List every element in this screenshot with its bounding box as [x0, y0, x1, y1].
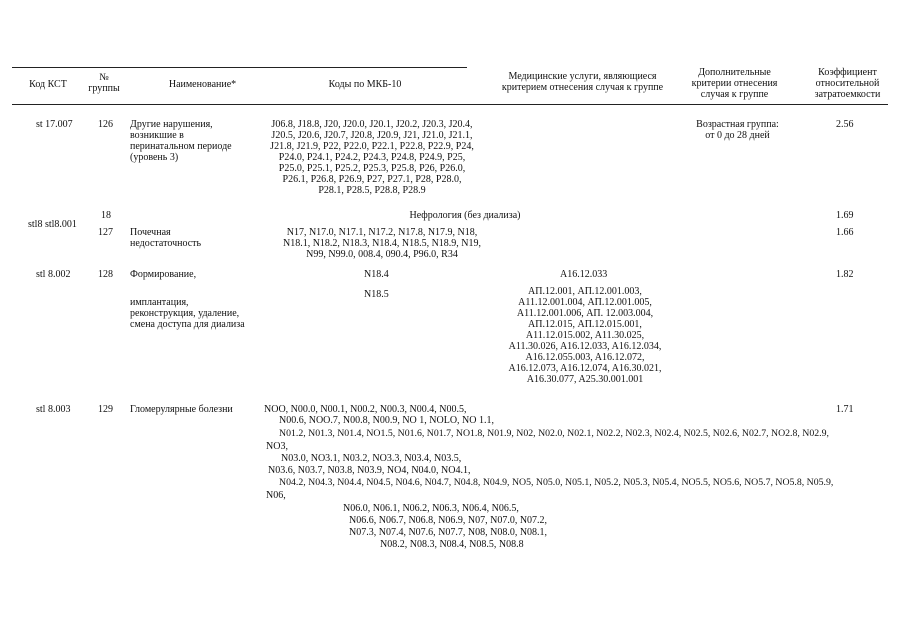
- row-129-icd-line: N03.6, N03.7, N03.8, N03.9, NO4, N04.0, NO4.1,: [268, 465, 471, 476]
- row-127-num: 127: [98, 227, 113, 238]
- row-127-coef: 1.66: [836, 227, 854, 238]
- row-127-icd: [262, 227, 502, 260]
- row-126-extra: [685, 119, 790, 141]
- header-col-services: Медицинские услуги, являющиеся критерием отнесения случая к группе: [501, 71, 664, 93]
- icd-line: N17, N17.0, N17.1, N17.2, N17.8, N17.9, N18,: [286, 227, 478, 238]
- header-col-extra: Дополнительные критерии отнесения случая к группе: [691, 67, 778, 100]
- svc-line: A11.12.001.004, АП.12.001.005,: [518, 297, 652, 308]
- header-col-coef: Коэффициент относительной затратоемкости: [814, 67, 881, 100]
- svc-line: A16.30.077, A25.30.001.001: [526, 374, 644, 385]
- icd-line: J06.8, J18.8, J20, J20.0, J20.1, J20.2, J20.3, J20.4,: [271, 119, 473, 130]
- row-129-icd-line: NO3,: [266, 441, 288, 452]
- name-line: недостаточность: [130, 238, 202, 249]
- icd-line: N18.1, N18.2, N18.3, N18.4, N18.5, N18.9, N19,: [282, 238, 482, 249]
- name-line: реконструкция, удаление,: [130, 308, 240, 319]
- row-129-icd-line: N07.3, N07.4, N07.6, N07.7, N08, N08.0, N08.1,: [349, 527, 548, 538]
- row-129-icd-line: N01.2, N01.3, N01.4, NO1.5, N01.6, N01.7, NO1.8, N01.9, N02, N02.0, N02.1, N02.2, N02.3, N02.4, N02.5, N02.6, N02.7, NO2.8, N02.9,: [279, 428, 829, 439]
- svc-line: A11.30.026, A16.12.033, A16.12.034,: [508, 341, 662, 352]
- row-129-icd-line: N00.6, NOO.7, N00.8, N00.9, NO 1, NOLO, NO 1.1,: [279, 415, 494, 426]
- svc-line: АП.12.015, АП.12.015.001,: [528, 319, 642, 330]
- icd-line: P25.0, P25.1, P25.2, P25.3, P25.8, P26, P26.0,: [278, 163, 466, 174]
- row-129-icd-line: N08.2, N08.3, N08.4, N08.5, N08.8: [380, 539, 524, 550]
- row-128-name-first: Формирование,: [130, 269, 197, 280]
- row-18-coef: 1.69: [836, 210, 854, 221]
- row-128-svc-a: A16.12.033: [560, 269, 608, 280]
- row-126-num: 126: [98, 119, 113, 130]
- row-126-coef: 2.56: [836, 119, 854, 130]
- row-129-icd-line: N04.2, N04.3, N04.4, N04.5, N04.6, N04.7, N04.8, N04.9, NO5, N05.0, N05.1, N05.2, N05.3, N05.4, NO5.5, NO5.6, NO5.7, NO5.8, N05.9,: [279, 477, 834, 488]
- row-128-coef: 1.82: [836, 269, 854, 280]
- row-128-services: [490, 286, 680, 385]
- row-18-num: 18: [101, 210, 111, 221]
- svc-line: A11.12.015.002, A11.30.025,: [525, 330, 645, 341]
- row-127-name: [130, 227, 201, 249]
- name-line: Почечная: [130, 227, 171, 238]
- row-129-icd-line: N06.6, N06.7, N06.8, N06.9, N07, N07.0, N07.2,: [349, 515, 548, 526]
- row-128-icd-b: N18.5: [364, 289, 389, 300]
- row-18-profile: Нефрология (без диализа): [409, 210, 521, 221]
- row-127-code: stl8 stl8.001: [28, 219, 77, 230]
- name-line: перинатальном периоде: [130, 141, 232, 152]
- svc-line: АП.12.001, АП.12.001.003,: [528, 286, 642, 297]
- icd-line: P28.1, P28.5, P28.8, P28.9: [318, 185, 426, 196]
- name-line: Другие нарушения,: [130, 119, 213, 130]
- header-col-code: Код КСТ: [29, 79, 67, 90]
- name-line: смена доступа для диализа: [130, 319, 245, 330]
- row-128-code: stl 8.002: [36, 269, 71, 280]
- row-129-icd-line: N06.0, N06.1, N06.2, N06.3, N06.4, N06.5,: [343, 503, 519, 514]
- name-line: имплантация,: [130, 297, 189, 308]
- icd-line: P26.1, P26.8, P26.9, P27, P27.1, P28, P28.0,: [282, 174, 462, 185]
- header-bottom-rule: [12, 104, 888, 105]
- row-126-code: st 17.007: [36, 119, 73, 130]
- row-129-num: 129: [98, 404, 113, 415]
- row-126-name: [130, 119, 232, 163]
- svc-line: A16.12.073, A16.12.074, A16.30.021,: [508, 363, 662, 374]
- row-128-name: [130, 297, 245, 330]
- header-col-num: № группы: [88, 72, 120, 94]
- icd-line: N99, N99.0, 008.4, 090.4, P96.0, R34: [306, 249, 458, 260]
- header-col-icd: Коды по МКБ-10: [328, 79, 402, 90]
- name-line: (уровень 3): [130, 152, 179, 163]
- header-col-name: Наименование*: [168, 79, 237, 90]
- extra-line: от 0 до 28 дней: [705, 130, 770, 141]
- svc-line: A11.12.001.006, АП. 12.003.004,: [516, 308, 654, 319]
- icd-line: J20.5, J20.6, J20.7, J20.8, J20.9, J21, J21.0, J21.1,: [271, 130, 473, 141]
- name-line: возникшие в: [130, 130, 184, 141]
- row-129-coef: 1.71: [836, 404, 854, 415]
- row-129-icd-line: NOO, N00.0, N00.1, N00.2, N00.3, N00.4, N00.5,: [264, 404, 467, 415]
- row-126-icd: [252, 119, 492, 196]
- row-129-name: Гломерулярные болезни: [130, 404, 233, 415]
- header-top-rule: [12, 67, 467, 68]
- icd-line: P24.0, P24.1, P24.2, P24.3, P24.8, P24.9, P25,: [278, 152, 466, 163]
- row-129-code: stl 8.003: [36, 404, 71, 415]
- row-128-icd-a: N18.4: [364, 269, 389, 280]
- svc-line: A16.12.055.003, A16.12.072,: [525, 352, 645, 363]
- extra-line: Возрастная группа:: [696, 119, 779, 130]
- row-128-num: 128: [98, 269, 113, 280]
- icd-line: J21.8, J21.9, P22, P22.0, P22.1, P22.8, P22.9, P24,: [270, 141, 474, 152]
- row-129-icd-line: N06,: [266, 490, 286, 501]
- row-129-icd-line: N03.0, NO3.1, N03.2, NO3.3, N03.4, N03.5,: [281, 453, 462, 464]
